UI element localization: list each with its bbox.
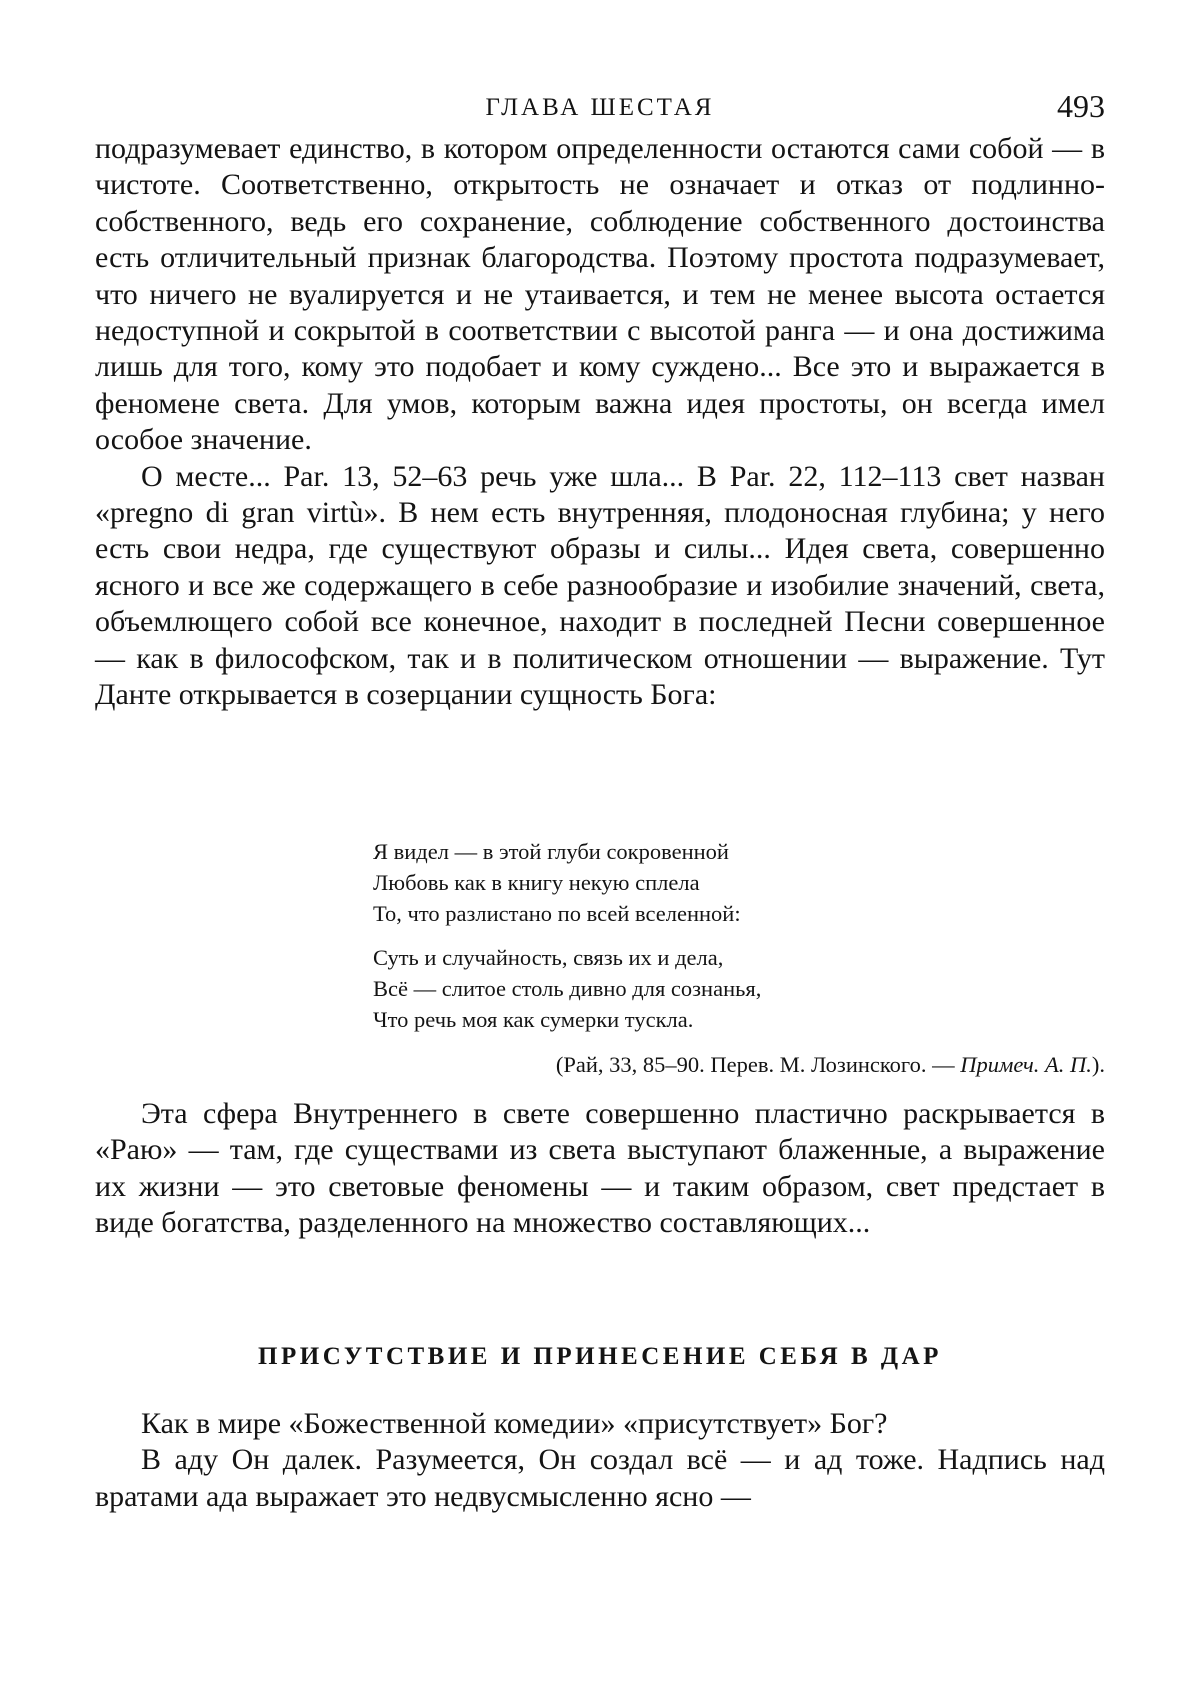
poem-attribution [373, 1049, 1105, 1080]
poem-stanza [373, 836, 1105, 929]
paragraph: Как в мире «Божественной комедии» «присутствует» Бог? [141, 1407, 888, 1440]
paragraph-continued: подразумевает единство, в котором определенности остаются сами собой — в чистоте. Соответственно, открытость не означает и отказ от подлинно-собственного, ведь его сохранение, соблюдение собственного достоинства есть отличительный признак благородства. Поэтому простота подразумевает, что ничего не вуалируется и не утаивается, и тем не менее высота остается недоступной и сокрытой в соответствии с высотой ранга — и она достижима лишь для того, кому это подобает и кому суждено... Все это и выражается в феномене света. Для умов, которым важна идея простоты, он всегда имел особое значение. [95, 132, 1105, 457]
paragraph: О месте... Par. 13, 52–63 речь уже шла... В Par. 22, 112–113 свет назван «pregno di gran virtù». В нем есть внутренняя, плодоносная глубина; у него есть свои недра, где существуют образы и силы... Идея света, совершенно ясного и все же содержащего в себе разнообразие и изобилие значений, света, объемлющего собой все конечное, находит в последней Песни совершенное — как в философском, так и в политическом отношении — выражение. Тут Данте открывается в созерцании сущность Бога: [95, 459, 1105, 712]
poem-line: Я видел — в этой глуби сокровенной [373, 839, 729, 864]
poem-stanza [373, 942, 1105, 1035]
paragraph: В аду Он далек. Разумеется, Он создал всё — и ад тоже. Надпись над вратами ада выражает это недвусмысленно ясно — [95, 1443, 1105, 1513]
section-heading: ПРИСУТСТВИЕ И ПРИНЕСЕНИЕ СЕБЯ В ДАР [258, 1343, 942, 1370]
running-head [95, 88, 1105, 128]
body-text-top [95, 131, 1105, 714]
paragraph: Эта сфера Внутреннего в свете совершенно пластично раскрывается в «Раю» — там, где существами из света выступают блаженные, а выражение их жизни — это световые феномены — и таким образом, свет предстает в виде богатства, разделенного на множество составляющих... [95, 1097, 1105, 1240]
poem-line: То, что разлистано по всей вселенной: [373, 901, 741, 926]
page-number: 493 [1057, 88, 1105, 124]
attribution-end: ). [1091, 1052, 1105, 1077]
attribution-note: Примеч. А. П. [960, 1052, 1092, 1077]
poem-line: Всё — слитое столь дивно для сознанья, [373, 976, 762, 1001]
chapter-title: ГЛАВА ШЕСТАЯ [485, 94, 715, 121]
attribution-text: (Рай, 33, 85–90. Перев. М. Лозинского. — [555, 1052, 961, 1077]
poem-quote [373, 836, 1105, 1080]
poem-line: Что речь моя как сумерки тускла. [373, 1007, 694, 1032]
poem-line: Суть и случайность, связь их и дела, [373, 945, 724, 970]
body-text-middle [95, 1096, 1105, 1242]
poem-line: Любовь как в книгу некую сплела [373, 870, 700, 895]
body-text-bottom [95, 1406, 1105, 1515]
